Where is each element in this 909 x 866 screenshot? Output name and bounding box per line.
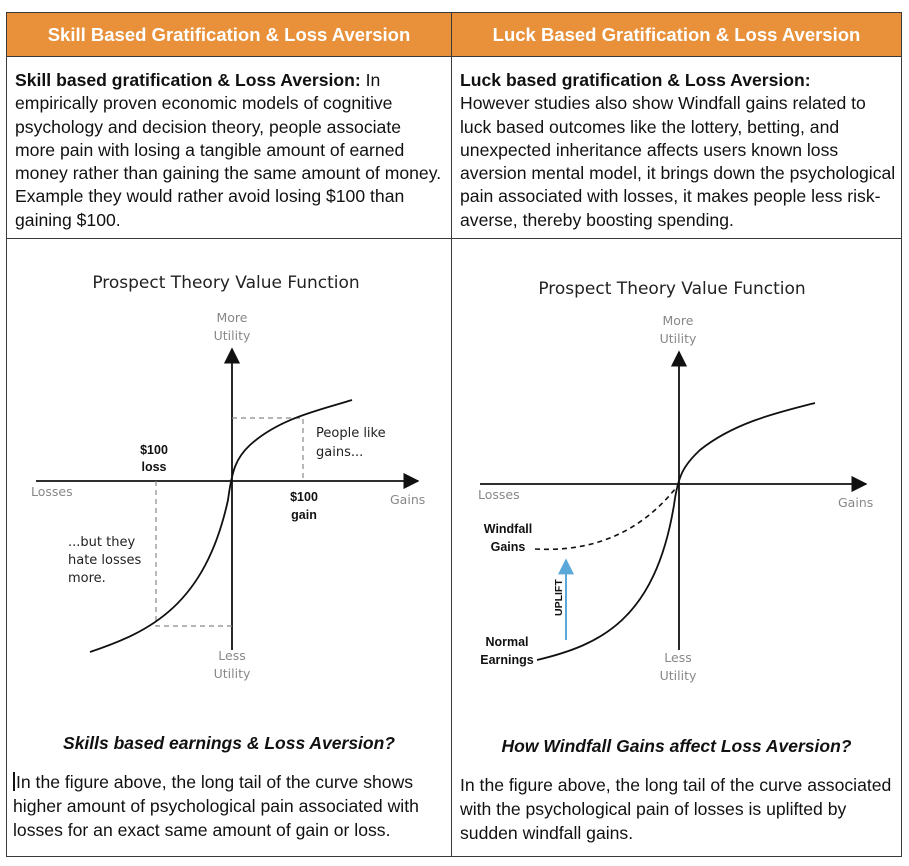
right-normal-curve xyxy=(537,403,815,660)
left-loss-note-line2: hate losses xyxy=(68,553,142,568)
right-less-label: Less xyxy=(664,650,692,665)
right-footer: In the figure above, the long tail of the curve associated with the psychological pain of losses is uplifted by sudden windfall gains. xyxy=(460,775,892,843)
right-utility-label: Utility xyxy=(659,331,697,346)
left-footer xyxy=(13,770,445,842)
left-description xyxy=(15,69,445,232)
left-description-heading: Skill based gratification & Loss Aversion: xyxy=(15,70,361,90)
right-description-text: However studies also show Windfall gains related to luck based outcomes like the lottery, betting, and unexpected inheritance affects users known loss aversion mental model, it brings down the psychological pain associated with losses, it makes people less risk-averse, thereby boosting spending. xyxy=(460,93,896,230)
left-value-curve xyxy=(90,400,352,652)
left-less-utility-label: Utility xyxy=(213,666,251,681)
left-loss-note-line3: more. xyxy=(68,571,106,586)
left-gain-note-line1: People like xyxy=(316,426,386,441)
windfall-label-line2: Gains xyxy=(490,540,526,554)
left-caption: Skills based earnings & Loss Aversion? xyxy=(63,733,395,753)
left-gain-marker-amount: $100 xyxy=(290,490,318,504)
left-losses-label: Losses xyxy=(31,484,73,499)
left-gain-guide xyxy=(232,418,303,481)
left-gain-marker-label: gain xyxy=(291,508,317,522)
left-more-label: More xyxy=(216,310,248,325)
left-value-function-diagram xyxy=(0,239,451,709)
left-header: Skill Based Gratification & Loss Aversion xyxy=(7,13,451,56)
left-loss-note-line1: ...but they xyxy=(68,535,136,550)
right-description xyxy=(460,69,896,232)
right-more-label: More xyxy=(662,313,694,328)
left-gains-label: Gains xyxy=(390,492,426,507)
normal-earnings-line2: Earnings xyxy=(480,653,534,667)
left-loss-marker-label: loss xyxy=(141,460,167,474)
left-loss-marker-amount: $100 xyxy=(140,443,168,457)
right-diagram-title: Prospect Theory Value Function xyxy=(538,279,806,299)
left-gain-note-line2: gains... xyxy=(316,445,364,460)
normal-earnings-line1: Normal xyxy=(485,635,529,649)
left-description-text: In empirically proven economic models of cognitive psychology and decision theory, people associate more pain with losing a tangible amount of earned money rather than gaining the same amount of money. Example they would rather avoid losing $100 than gaining $100. xyxy=(15,70,442,230)
header-divider xyxy=(6,56,902,57)
right-gains-label: Gains xyxy=(838,495,874,510)
uplift-label: UPLIFT xyxy=(553,579,565,616)
right-losses-label: Losses xyxy=(478,487,520,502)
left-diagram-title: Prospect Theory Value Function xyxy=(92,273,360,293)
right-header: Luck Based Gratification & Loss Aversion xyxy=(452,13,901,56)
windfall-label-line1: Windfall xyxy=(483,522,533,536)
text-cursor xyxy=(13,772,15,791)
left-utility-label: Utility xyxy=(213,328,251,343)
left-loss-guide xyxy=(156,481,232,626)
left-footer-text: In the figure above, the long tail of the curve shows higher amount of psychological pain associated with losses for an exact same amount of gain or loss. xyxy=(13,772,419,840)
left-less-label: Less xyxy=(218,648,246,663)
right-windfall-curve xyxy=(535,484,679,549)
right-value-function-diagram xyxy=(452,239,901,709)
right-description-heading: Luck based gratification & Loss Aversion: xyxy=(460,70,811,90)
right-less-utility-label: Utility xyxy=(659,668,697,683)
right-caption: How Windfall Gains affect Loss Aversion? xyxy=(501,736,852,756)
